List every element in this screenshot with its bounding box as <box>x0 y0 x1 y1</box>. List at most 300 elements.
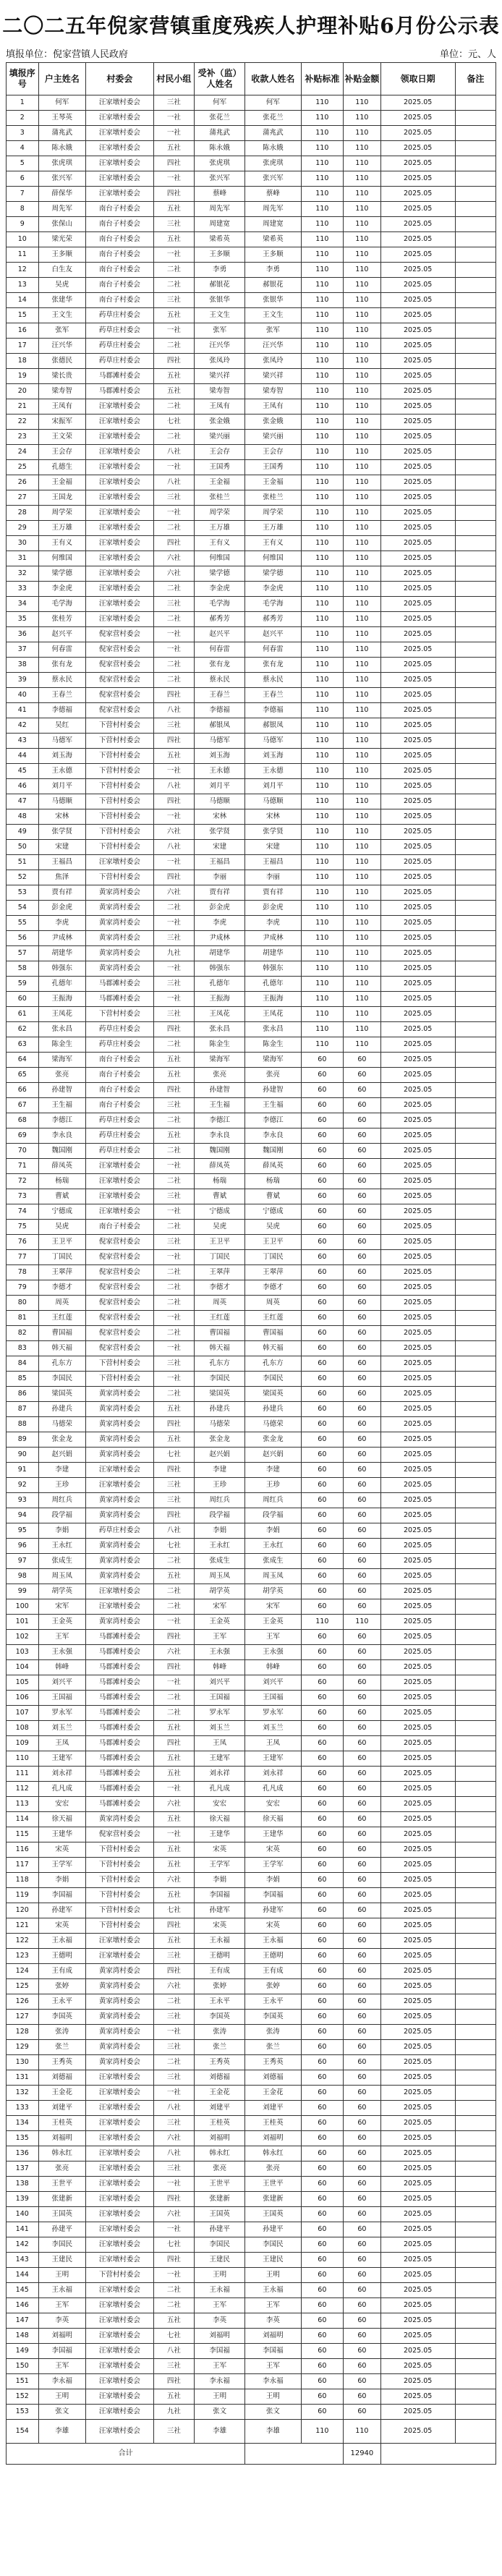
table-cell: 李娟 <box>245 1873 301 1888</box>
table-cell: 75 <box>7 1220 39 1235</box>
table-cell: 127 <box>7 2010 39 2025</box>
table-cell: 刘玉海 <box>38 749 86 764</box>
table-cell: 110 <box>301 779 344 794</box>
table-cell: 137 <box>7 2161 39 2177</box>
table-cell: 1 <box>7 95 39 111</box>
table-cell <box>455 1736 495 1751</box>
table-cell: 李国英 <box>245 2010 301 2025</box>
table-cell <box>455 1964 495 1979</box>
table-cell: 110 <box>344 354 381 369</box>
table-cell: 张涛 <box>38 2025 86 2040</box>
table-cell: 王永红 <box>245 1539 301 1554</box>
table-cell: 66 <box>7 1083 39 1098</box>
table-cell: 刘玉兰 <box>38 1721 86 1736</box>
table-cell: 60 <box>301 2329 344 2344</box>
table-cell: 一社 <box>153 2177 194 2192</box>
table-cell: 梁海军 <box>245 1053 301 1068</box>
table-cell: 四社 <box>153 2253 194 2268</box>
table-cell: 110 <box>301 126 344 141</box>
table-cell: 110 <box>344 263 381 278</box>
table-cell: 124 <box>7 1964 39 1979</box>
table-cell <box>455 1873 495 1888</box>
table-cell: 汪家墩村委会 <box>86 2374 154 2389</box>
table-cell: 王生福 <box>194 1098 244 1113</box>
table-cell <box>455 232 495 247</box>
table-cell: 孙建军 <box>245 1903 301 1918</box>
table-cell: 50 <box>7 840 39 855</box>
table-cell: 王明 <box>194 2389 244 2405</box>
table-row <box>7 278 496 293</box>
table-cell: 张涛 <box>194 2025 244 2040</box>
table-cell: 五社 <box>153 2313 194 2329</box>
table-cell: 三社 <box>153 1478 194 1493</box>
table-cell: 2025.05 <box>380 2146 455 2161</box>
table-cell: 毛学海 <box>245 597 301 612</box>
table-cell: 14 <box>7 293 39 308</box>
table-cell: 60 <box>344 1812 381 1827</box>
table-cell: 2025.05 <box>380 1235 455 1250</box>
table-cell <box>455 642 495 658</box>
table-cell: 110 <box>301 415 344 430</box>
table-cell: 58 <box>7 961 39 977</box>
table-cell: 149 <box>7 2344 39 2359</box>
table-cell: 杨瑞 <box>38 1174 86 1189</box>
table-cell: 贾有祥 <box>245 885 301 901</box>
table-cell: 张保山 <box>38 217 86 232</box>
table-cell: 宋建 <box>245 840 301 855</box>
table-cell: 王永福 <box>38 2283 86 2298</box>
table-row <box>7 1478 496 1493</box>
table-cell: 周建宽 <box>245 217 301 232</box>
table-row <box>7 1615 496 1630</box>
table-cell: 60 <box>301 2359 344 2374</box>
table-row <box>7 2146 496 2161</box>
table-cell: 张凤玲 <box>194 354 244 369</box>
table-cell: 王文生 <box>194 308 244 323</box>
table-cell: 王红莲 <box>194 1311 244 1326</box>
document-title: 二〇二五年倪家营镇重度残疾人护理补贴6月份公示表 <box>2 14 500 38</box>
table-cell: 八社 <box>153 445 194 460</box>
table-cell: 药草庄村委会 <box>86 1128 154 1144</box>
table-cell: 王世平 <box>38 2177 86 2192</box>
table-cell: 马郡滩村委会 <box>86 1706 154 1721</box>
table-cell: 魏国刚 <box>194 1144 244 1159</box>
table-cell: 2025.05 <box>380 506 455 521</box>
table-cell: 倪家营村委会 <box>86 688 154 703</box>
table-cell: 二社 <box>153 1265 194 1280</box>
table-cell: 汪家墩村委会 <box>86 2405 154 2420</box>
table-cell: 60 <box>344 2374 381 2389</box>
table-cell: 张建新 <box>245 2192 301 2207</box>
table-cell: 2025.05 <box>380 308 455 323</box>
table-cell: 110 <box>301 703 344 718</box>
table-cell: 9 <box>7 217 39 232</box>
table-cell: 王永强 <box>194 1645 244 1660</box>
table-cell: 110 <box>301 734 344 749</box>
table-cell: 孔东方 <box>38 1356 86 1372</box>
table-cell: 60 <box>301 1827 344 1842</box>
table-cell: 60 <box>301 1341 344 1356</box>
table-cell: 李永福 <box>245 2374 301 2389</box>
table-cell: 汪家墩村委会 <box>86 475 154 490</box>
table-row <box>7 1220 496 1235</box>
table-cell: 李雄 <box>194 2420 244 2444</box>
table-row <box>7 399 496 415</box>
table-cell: 三社 <box>153 1493 194 1508</box>
table-cell: 三社 <box>153 1949 194 1964</box>
table-cell: 马德军 <box>38 734 86 749</box>
table-cell: 李英 <box>194 2313 244 2329</box>
table-cell: 60 <box>344 1858 381 1873</box>
table-cell: 2025.05 <box>380 2359 455 2374</box>
table-row <box>7 1827 496 1842</box>
table-cell: 五社 <box>153 2389 194 2405</box>
table-cell: 五社 <box>153 1128 194 1144</box>
table-cell: 一社 <box>153 126 194 141</box>
table-cell: 24 <box>7 445 39 460</box>
table-row <box>7 1083 496 1098</box>
table-row <box>7 718 496 734</box>
table-cell: 五社 <box>153 749 194 764</box>
table-cell: 108 <box>7 1721 39 1736</box>
table-cell: 110 <box>344 688 381 703</box>
table-cell: 一社 <box>153 111 194 126</box>
table-cell: 110 <box>301 764 344 779</box>
table-cell: 魏国刚 <box>245 1144 301 1159</box>
table-cell: 65 <box>7 1068 39 1083</box>
table-cell: 60 <box>301 1964 344 1979</box>
table-cell: 四社 <box>153 156 194 171</box>
table-cell <box>455 1994 495 2010</box>
table-cell: 60 <box>301 1387 344 1402</box>
table-cell <box>455 2207 495 2222</box>
table-cell: 89 <box>7 1432 39 1448</box>
table-cell: 2025.05 <box>380 1767 455 1782</box>
total-spacer <box>245 2444 344 2465</box>
table-cell: 110 <box>344 171 381 187</box>
table-cell <box>455 1888 495 1903</box>
table-cell: 张军 <box>38 323 86 339</box>
table-cell: 蒲兆武 <box>245 126 301 141</box>
table-cell: 三社 <box>153 2040 194 2055</box>
table-cell <box>455 1569 495 1584</box>
table-cell: 60 <box>344 2344 381 2359</box>
table-cell <box>455 1584 495 1599</box>
table-cell: 蔡峰 <box>194 187 244 202</box>
table-cell: 张兴军 <box>194 171 244 187</box>
table-cell: 2025.05 <box>380 1964 455 1979</box>
table-cell: 60 <box>344 1235 381 1250</box>
table-cell: 陈永娥 <box>194 141 244 156</box>
table-cell: 2025.05 <box>380 1751 455 1767</box>
table-cell: 60 <box>344 1053 381 1068</box>
table-cell: 114 <box>7 1812 39 1827</box>
table-cell: 60 <box>301 1751 344 1767</box>
table-row <box>7 658 496 673</box>
table-cell: 110 <box>344 2420 381 2444</box>
table-cell: 60 <box>301 1053 344 1068</box>
table-cell: 刘福明 <box>194 2329 244 2344</box>
table-cell: 黄家湾村委会 <box>86 1539 154 1554</box>
table-cell: 宁德成 <box>38 1204 86 1220</box>
table-row <box>7 1235 496 1250</box>
table-cell: 60 <box>344 1402 381 1417</box>
table-cell: 汪家墩村委会 <box>86 141 154 156</box>
table-cell: 60 <box>344 1964 381 1979</box>
table-cell: 110 <box>344 323 381 339</box>
table-cell: 宋军 <box>194 1599 244 1615</box>
table-cell: 李永良 <box>194 1128 244 1144</box>
table-cell: 王凤花 <box>194 1007 244 1022</box>
table-row <box>7 1842 496 1858</box>
table-cell: 110 <box>301 187 344 202</box>
table-row <box>7 1341 496 1356</box>
table-cell: 60 <box>301 1918 344 1934</box>
table-cell <box>455 1448 495 1463</box>
table-cell: 2025.05 <box>380 2344 455 2359</box>
table-cell: 倪家营村委会 <box>86 673 154 688</box>
table-cell: 二社 <box>153 430 194 445</box>
table-cell: 下营村村委会 <box>86 825 154 840</box>
table-cell: 60 <box>344 1159 381 1174</box>
table-cell: 110 <box>301 855 344 870</box>
table-cell: 60 <box>344 1356 381 1372</box>
table-cell: 60 <box>301 1402 344 1417</box>
table-cell: 110 <box>301 354 344 369</box>
table-cell: 王永平 <box>245 1994 301 2010</box>
subsidy-table <box>6 62 496 2465</box>
table-cell: 孔凡成 <box>194 1782 244 1797</box>
table-cell <box>455 1144 495 1159</box>
table-cell: 2025.05 <box>380 460 455 475</box>
table-cell: 二社 <box>153 2298 194 2313</box>
table-row <box>7 475 496 490</box>
table-cell <box>455 521 495 536</box>
table-cell: 39 <box>7 673 39 688</box>
table-cell: 张兴军 <box>38 171 86 187</box>
table-cell: 三社 <box>153 1189 194 1204</box>
table-cell: 2025.05 <box>380 263 455 278</box>
table-cell <box>455 1706 495 1721</box>
table-cell: 王永平 <box>194 1994 244 2010</box>
table-cell: 汪家墩村委会 <box>86 597 154 612</box>
table-cell: 王多顺 <box>38 247 86 263</box>
table-cell: 周玉凤 <box>38 1569 86 1584</box>
table-cell: 60 <box>301 2025 344 2040</box>
table-cell: 2025.05 <box>380 2313 455 2329</box>
table-cell <box>455 2131 495 2146</box>
table-cell: 110 <box>301 551 344 566</box>
table-cell: 60 <box>344 2253 381 2268</box>
table-cell: 马德荣 <box>38 1417 86 1432</box>
table-cell: 韩强东 <box>245 961 301 977</box>
table-row <box>7 1372 496 1387</box>
table-cell: 胡建华 <box>38 946 86 961</box>
table-cell <box>455 415 495 430</box>
table-cell: 60 <box>301 1448 344 1463</box>
table-cell: 孙建军 <box>38 1903 86 1918</box>
table-cell: 孔东方 <box>245 1356 301 1372</box>
table-row <box>7 1691 496 1706</box>
table-cell: 倪家营村委会 <box>86 1265 154 1280</box>
table-cell <box>455 1934 495 1949</box>
table-cell: 二社 <box>153 1994 194 2010</box>
table-header <box>7 63 496 95</box>
table-cell: 60 <box>344 1584 381 1599</box>
table-cell: 2025.05 <box>380 475 455 490</box>
table-cell: 55 <box>7 916 39 931</box>
table-cell: 药草庄村委会 <box>86 1037 154 1053</box>
table-cell: 一社 <box>153 1311 194 1326</box>
table-row <box>7 840 496 855</box>
table-cell: 110 <box>344 339 381 354</box>
table-row <box>7 1569 496 1584</box>
table-cell: 五社 <box>153 1842 194 1858</box>
table-cell: 110 <box>344 293 381 308</box>
table-cell: 黄家湾村委会 <box>86 1979 154 1994</box>
table-cell: 110 <box>301 931 344 946</box>
table-row <box>7 384 496 399</box>
table-cell: 141 <box>7 2222 39 2237</box>
table-cell: 二社 <box>153 263 194 278</box>
table-cell: 倪家营村委会 <box>86 1280 154 1296</box>
table-cell: 李虎 <box>245 916 301 931</box>
table-cell: 2025.05 <box>380 415 455 430</box>
table-cell: 60 <box>344 2101 381 2116</box>
table-row <box>7 1706 496 1721</box>
table-cell: 60 <box>301 1691 344 1706</box>
table-cell: 110 <box>301 430 344 445</box>
table-cell: 赵兴平 <box>38 627 86 642</box>
table-cell: 黄家湾村委会 <box>86 916 154 931</box>
table-cell: 110 <box>301 2420 344 2444</box>
table-cell: 宋军 <box>245 1599 301 1615</box>
table-cell: 2025.05 <box>380 779 455 794</box>
table-cell: 九社 <box>153 2405 194 2420</box>
table-cell <box>455 2253 495 2268</box>
table-cell: 汪家墩村委会 <box>86 566 154 582</box>
table-cell: 王振海 <box>194 992 244 1007</box>
header-row <box>7 63 496 95</box>
table-cell: 60 <box>301 1645 344 1660</box>
table-cell: 二社 <box>153 1144 194 1159</box>
table-cell: 王凤 <box>194 1736 244 1751</box>
table-cell: 二社 <box>153 1599 194 1615</box>
table-cell: 六社 <box>153 1873 194 1888</box>
table-row <box>7 2131 496 2146</box>
table-cell: 罗永军 <box>245 1706 301 1721</box>
table-cell: 60 <box>301 1523 344 1539</box>
table-cell: 110 <box>344 445 381 460</box>
table-row <box>7 809 496 825</box>
table-cell: 梁光荣 <box>38 232 86 247</box>
table-cell: 徐天福 <box>245 1812 301 1827</box>
table-cell: 121 <box>7 1918 39 1934</box>
table-row <box>7 992 496 1007</box>
table-cell: 三社 <box>153 1098 194 1113</box>
table-cell: 蒲兆武 <box>38 126 86 141</box>
table-cell: 2025.05 <box>380 2116 455 2131</box>
table-cell: 下营村村委会 <box>86 1858 154 1873</box>
table-cell: 下营村村委会 <box>86 1007 154 1022</box>
table-cell: 60 <box>344 2313 381 2329</box>
table-cell: 李国福 <box>38 1888 86 1903</box>
table-cell: 药草庄村委会 <box>86 339 154 354</box>
table-cell: 135 <box>7 2131 39 2146</box>
table-row <box>7 2101 496 2116</box>
table-cell: 五社 <box>153 384 194 399</box>
table-cell: 110 <box>344 1037 381 1053</box>
table-cell: 110 <box>301 232 344 247</box>
table-cell: 60 <box>301 1432 344 1448</box>
table-cell: 王永德 <box>245 764 301 779</box>
table-cell: 三社 <box>153 1235 194 1250</box>
table-cell: 2025.05 <box>380 2010 455 2025</box>
table-cell: 86 <box>7 1387 39 1402</box>
column-header: 村委会 <box>86 63 154 95</box>
table-cell: 60 <box>344 1280 381 1296</box>
table-cell: 张金龙 <box>245 1432 301 1448</box>
table-cell: 汪家墩村委会 <box>86 187 154 202</box>
table-cell: 三社 <box>153 2116 194 2131</box>
table-cell: 60 <box>344 2146 381 2161</box>
table-cell: 148 <box>7 2329 39 2344</box>
table-row <box>7 2359 496 2374</box>
table-cell: 60 <box>344 2040 381 2055</box>
table-cell: 王万雄 <box>38 521 86 536</box>
table-cell: 张银华 <box>194 293 244 308</box>
table-row <box>7 2405 496 2420</box>
table-cell: 王会存 <box>245 445 301 460</box>
table-cell <box>455 612 495 627</box>
table-cell: 110 <box>344 202 381 217</box>
table-cell: 87 <box>7 1402 39 1417</box>
table-row <box>7 141 496 156</box>
table-cell: 60 <box>301 1782 344 1797</box>
table-cell: 黄家湾村委会 <box>86 2025 154 2040</box>
table-cell: 60 <box>301 1296 344 1311</box>
table-cell: 110 <box>301 582 344 597</box>
table-cell: 王建民 <box>38 2253 86 2268</box>
table-cell: 段学福 <box>245 1508 301 1523</box>
table-cell <box>455 2374 495 2389</box>
table-cell: 周学荣 <box>245 506 301 521</box>
table-cell: 2025.05 <box>380 946 455 961</box>
table-cell: 2025.05 <box>380 1630 455 1645</box>
table-cell: 梁国英 <box>38 1387 86 1402</box>
table-cell: 6 <box>7 171 39 187</box>
table-cell: 安宏 <box>38 1797 86 1812</box>
table-cell <box>455 1918 495 1934</box>
table-cell: 110 <box>301 825 344 840</box>
table-cell: 胡学英 <box>194 1584 244 1599</box>
table-cell <box>455 1053 495 1068</box>
table-cell: 2025.05 <box>380 1660 455 1675</box>
table-cell: 王会存 <box>194 445 244 460</box>
table-cell: 汪家墩村委会 <box>86 2359 154 2374</box>
table-cell <box>455 2359 495 2374</box>
table-cell: 110 <box>344 247 381 263</box>
table-cell: 宋英 <box>194 1842 244 1858</box>
table-cell: 张亮 <box>38 1068 86 1083</box>
table-cell: 110 <box>301 536 344 551</box>
table-cell: 一社 <box>153 2268 194 2283</box>
table-cell: 2025.05 <box>380 445 455 460</box>
table-cell: 60 <box>301 1660 344 1675</box>
table-cell: 孙建兵 <box>245 1402 301 1417</box>
table-cell: 七社 <box>153 2237 194 2253</box>
table-cell: 110 <box>344 764 381 779</box>
